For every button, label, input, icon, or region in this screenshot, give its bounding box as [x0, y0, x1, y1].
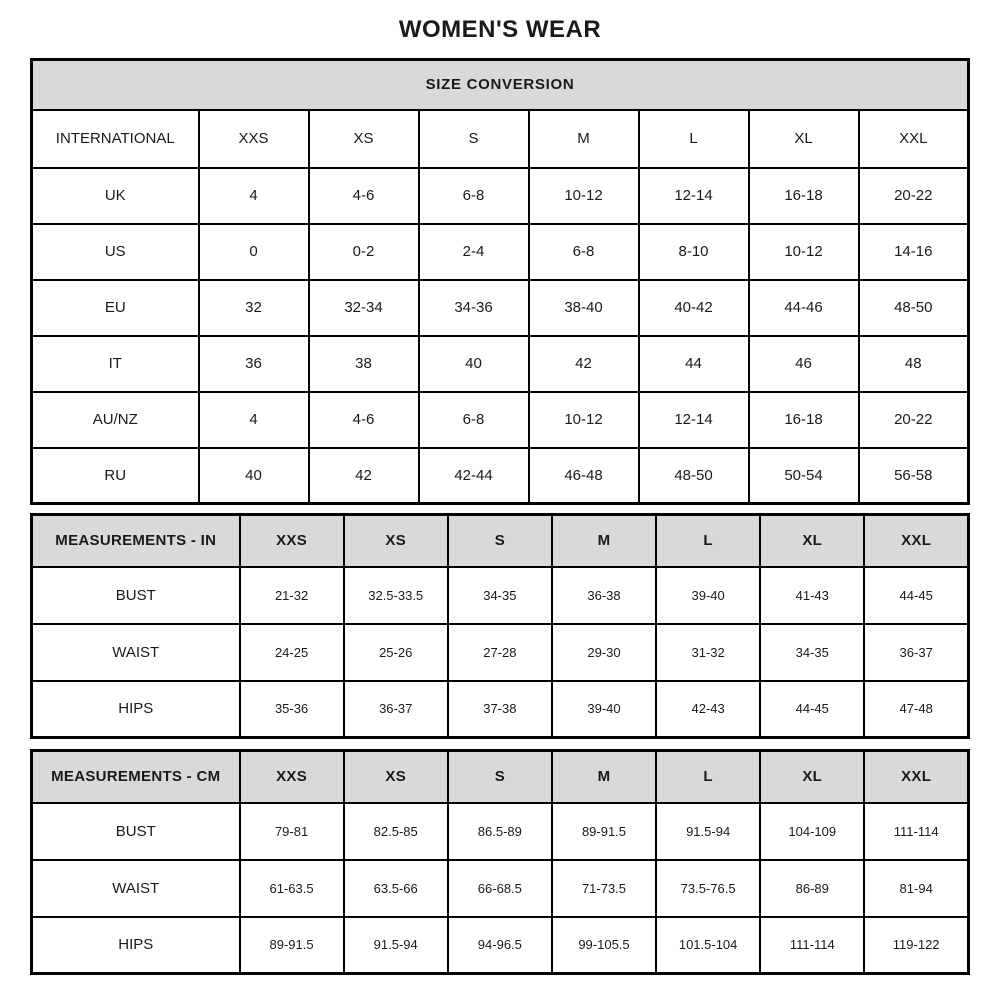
- measurement-value-cell: 71-73.5: [552, 860, 656, 917]
- measurement-value-cell: 36-38: [552, 567, 656, 624]
- measurement-value-cell: 86-89: [760, 860, 864, 917]
- column-header-xxl: XXL: [864, 751, 968, 803]
- size-value-cell: 40: [419, 336, 529, 392]
- column-header-m: M: [552, 751, 656, 803]
- size-value-cell: 50-54: [749, 448, 859, 504]
- measurement-value-cell: 91.5-94: [344, 917, 448, 974]
- measurement-value-cell: 44-45: [760, 681, 864, 738]
- measurement-label: HIPS: [32, 917, 240, 974]
- size-value-cell: 48-50: [859, 280, 969, 336]
- size-value-cell: 34-36: [419, 280, 529, 336]
- size-value-cell: 14-16: [859, 224, 969, 280]
- table-row-eu: [32, 280, 969, 336]
- table-row-waist-in: [32, 624, 969, 681]
- measurement-value-cell: 42-43: [656, 681, 760, 738]
- measurement-value-cell: 36-37: [344, 681, 448, 738]
- size-value-cell: 38-40: [529, 280, 639, 336]
- size-value-cell: 32-34: [309, 280, 419, 336]
- measurement-value-cell: 32.5-33.5: [344, 567, 448, 624]
- page-title: WOMEN'S WEAR: [398, 16, 602, 43]
- measurement-value-cell: 34-35: [760, 624, 864, 681]
- measurement-label: WAIST: [32, 860, 240, 917]
- size-value-cell: 6-8: [419, 168, 529, 224]
- measurement-value-cell: 63.5-66: [344, 860, 448, 917]
- measurement-label: BUST: [32, 567, 240, 624]
- measurement-value-cell: 41-43: [760, 567, 864, 624]
- size-value-cell: 2-4: [419, 224, 529, 280]
- region-label: EU: [32, 280, 199, 336]
- size-value-cell: 48-50: [639, 448, 749, 504]
- measurement-value-cell: 89-91.5: [240, 917, 344, 974]
- measurements-cm-header-row: [32, 751, 969, 803]
- table-title-row: [32, 60, 969, 110]
- size-value-cell: 40: [199, 448, 309, 504]
- column-header-xl: XL: [760, 751, 864, 803]
- measurement-value-cell: 82.5-85: [344, 803, 448, 860]
- measurement-value-cell: 81-94: [864, 860, 968, 917]
- size-value-cell: 16-18: [749, 392, 859, 448]
- column-header-xl: XL: [760, 515, 864, 567]
- measurement-value-cell: 39-40: [552, 681, 656, 738]
- size-value-cell: 56-58: [859, 448, 969, 504]
- column-header-l: L: [639, 110, 749, 168]
- measurement-value-cell: 119-122: [864, 917, 968, 974]
- size-header-row: [32, 110, 969, 168]
- size-value-cell: 32: [199, 280, 309, 336]
- measurement-value-cell: 25-26: [344, 624, 448, 681]
- column-header-international: INTERNATIONAL: [32, 110, 199, 168]
- measurement-value-cell: 35-36: [240, 681, 344, 738]
- table-title: SIZE CONVERSION: [32, 60, 969, 110]
- size-value-cell: 4: [199, 392, 309, 448]
- size-value-cell: 10-12: [749, 224, 859, 280]
- table-title: MEASUREMENTS - CM: [32, 751, 240, 803]
- table-title: MEASUREMENTS - IN: [32, 515, 240, 567]
- measurements-in-table: [30, 513, 970, 739]
- size-value-cell: 46: [749, 336, 859, 392]
- measurement-value-cell: 29-30: [552, 624, 656, 681]
- column-header-l: L: [656, 515, 760, 567]
- measurement-value-cell: 31-32: [656, 624, 760, 681]
- table-row-bust-in: [32, 567, 969, 624]
- size-value-cell: 44-46: [749, 280, 859, 336]
- measurement-value-cell: 36-37: [864, 624, 968, 681]
- region-label: UK: [32, 168, 199, 224]
- size-value-cell: 20-22: [859, 392, 969, 448]
- measurement-value-cell: 94-96.5: [448, 917, 552, 974]
- column-header-xxs: XXS: [240, 751, 344, 803]
- region-label: RU: [32, 448, 199, 504]
- measurement-value-cell: 37-38: [448, 681, 552, 738]
- size-value-cell: 20-22: [859, 168, 969, 224]
- measurements-cm-table: [30, 749, 970, 975]
- measurement-value-cell: 91.5-94: [656, 803, 760, 860]
- measurement-value-cell: 34-35: [448, 567, 552, 624]
- table-row-aunz: [32, 392, 969, 448]
- measurement-value-cell: 111-114: [864, 803, 968, 860]
- size-value-cell: 4-6: [309, 168, 419, 224]
- size-value-cell: 16-18: [749, 168, 859, 224]
- column-header-xxs: XXS: [240, 515, 344, 567]
- column-header-xs: XS: [344, 751, 448, 803]
- measurement-value-cell: 66-68.5: [448, 860, 552, 917]
- table-row-hips-in: [32, 681, 969, 738]
- size-value-cell: 42: [529, 336, 639, 392]
- size-value-cell: 4: [199, 168, 309, 224]
- measurement-value-cell: 44-45: [864, 567, 968, 624]
- measurement-value-cell: 101.5-104: [656, 917, 760, 974]
- size-value-cell: 40-42: [639, 280, 749, 336]
- measurement-value-cell: 99-105.5: [552, 917, 656, 974]
- size-value-cell: 0: [199, 224, 309, 280]
- measurement-value-cell: 111-114: [760, 917, 864, 974]
- size-value-cell: 10-12: [529, 168, 639, 224]
- size-value-cell: 6-8: [419, 392, 529, 448]
- size-value-cell: 44: [639, 336, 749, 392]
- size-value-cell: 46-48: [529, 448, 639, 504]
- table-row-ru: [32, 448, 969, 504]
- size-value-cell: 42-44: [419, 448, 529, 504]
- table-row-uk: [32, 168, 969, 224]
- column-header-xxl: XXL: [864, 515, 968, 567]
- measurement-value-cell: 24-25: [240, 624, 344, 681]
- region-label: AU/NZ: [32, 392, 199, 448]
- region-label: IT: [32, 336, 199, 392]
- size-value-cell: 6-8: [529, 224, 639, 280]
- measurement-value-cell: 61-63.5: [240, 860, 344, 917]
- size-value-cell: 0-2: [309, 224, 419, 280]
- size-conversion-table: [30, 58, 970, 505]
- table-row-it: [32, 336, 969, 392]
- size-value-cell: 48: [859, 336, 969, 392]
- measurement-value-cell: 104-109: [760, 803, 864, 860]
- column-header-xl: XL: [749, 110, 859, 168]
- column-header-l: L: [656, 751, 760, 803]
- size-value-cell: 8-10: [639, 224, 749, 280]
- measurement-value-cell: 89-91.5: [552, 803, 656, 860]
- size-value-cell: 12-14: [639, 392, 749, 448]
- column-header-xxl: XXL: [859, 110, 969, 168]
- measurement-value-cell: 39-40: [656, 567, 760, 624]
- measurements-in-header-row: [32, 515, 969, 567]
- column-header-xs: XS: [344, 515, 448, 567]
- column-header-xxs: XXS: [199, 110, 309, 168]
- column-header-s: S: [448, 751, 552, 803]
- measurement-value-cell: 79-81: [240, 803, 344, 860]
- table-row-bust-cm: [32, 803, 969, 860]
- column-header-s: S: [419, 110, 529, 168]
- size-value-cell: 4-6: [309, 392, 419, 448]
- column-header-m: M: [552, 515, 656, 567]
- table-row-us: [32, 224, 969, 280]
- measurement-label: HIPS: [32, 681, 240, 738]
- measurement-label: BUST: [32, 803, 240, 860]
- measurement-value-cell: 27-28: [448, 624, 552, 681]
- size-value-cell: 12-14: [639, 168, 749, 224]
- size-value-cell: 10-12: [529, 392, 639, 448]
- size-value-cell: 36: [199, 336, 309, 392]
- measurement-label: WAIST: [32, 624, 240, 681]
- column-header-m: M: [529, 110, 639, 168]
- region-label: US: [32, 224, 199, 280]
- size-value-cell: 38: [309, 336, 419, 392]
- column-header-s: S: [448, 515, 552, 567]
- column-header-xs: XS: [309, 110, 419, 168]
- table-row-waist-cm: [32, 860, 969, 917]
- measurement-value-cell: 73.5-76.5: [656, 860, 760, 917]
- measurement-value-cell: 47-48: [864, 681, 968, 738]
- measurement-value-cell: 21-32: [240, 567, 344, 624]
- size-value-cell: 42: [309, 448, 419, 504]
- measurement-value-cell: 86.5-89: [448, 803, 552, 860]
- table-row-hips-cm: [32, 917, 969, 974]
